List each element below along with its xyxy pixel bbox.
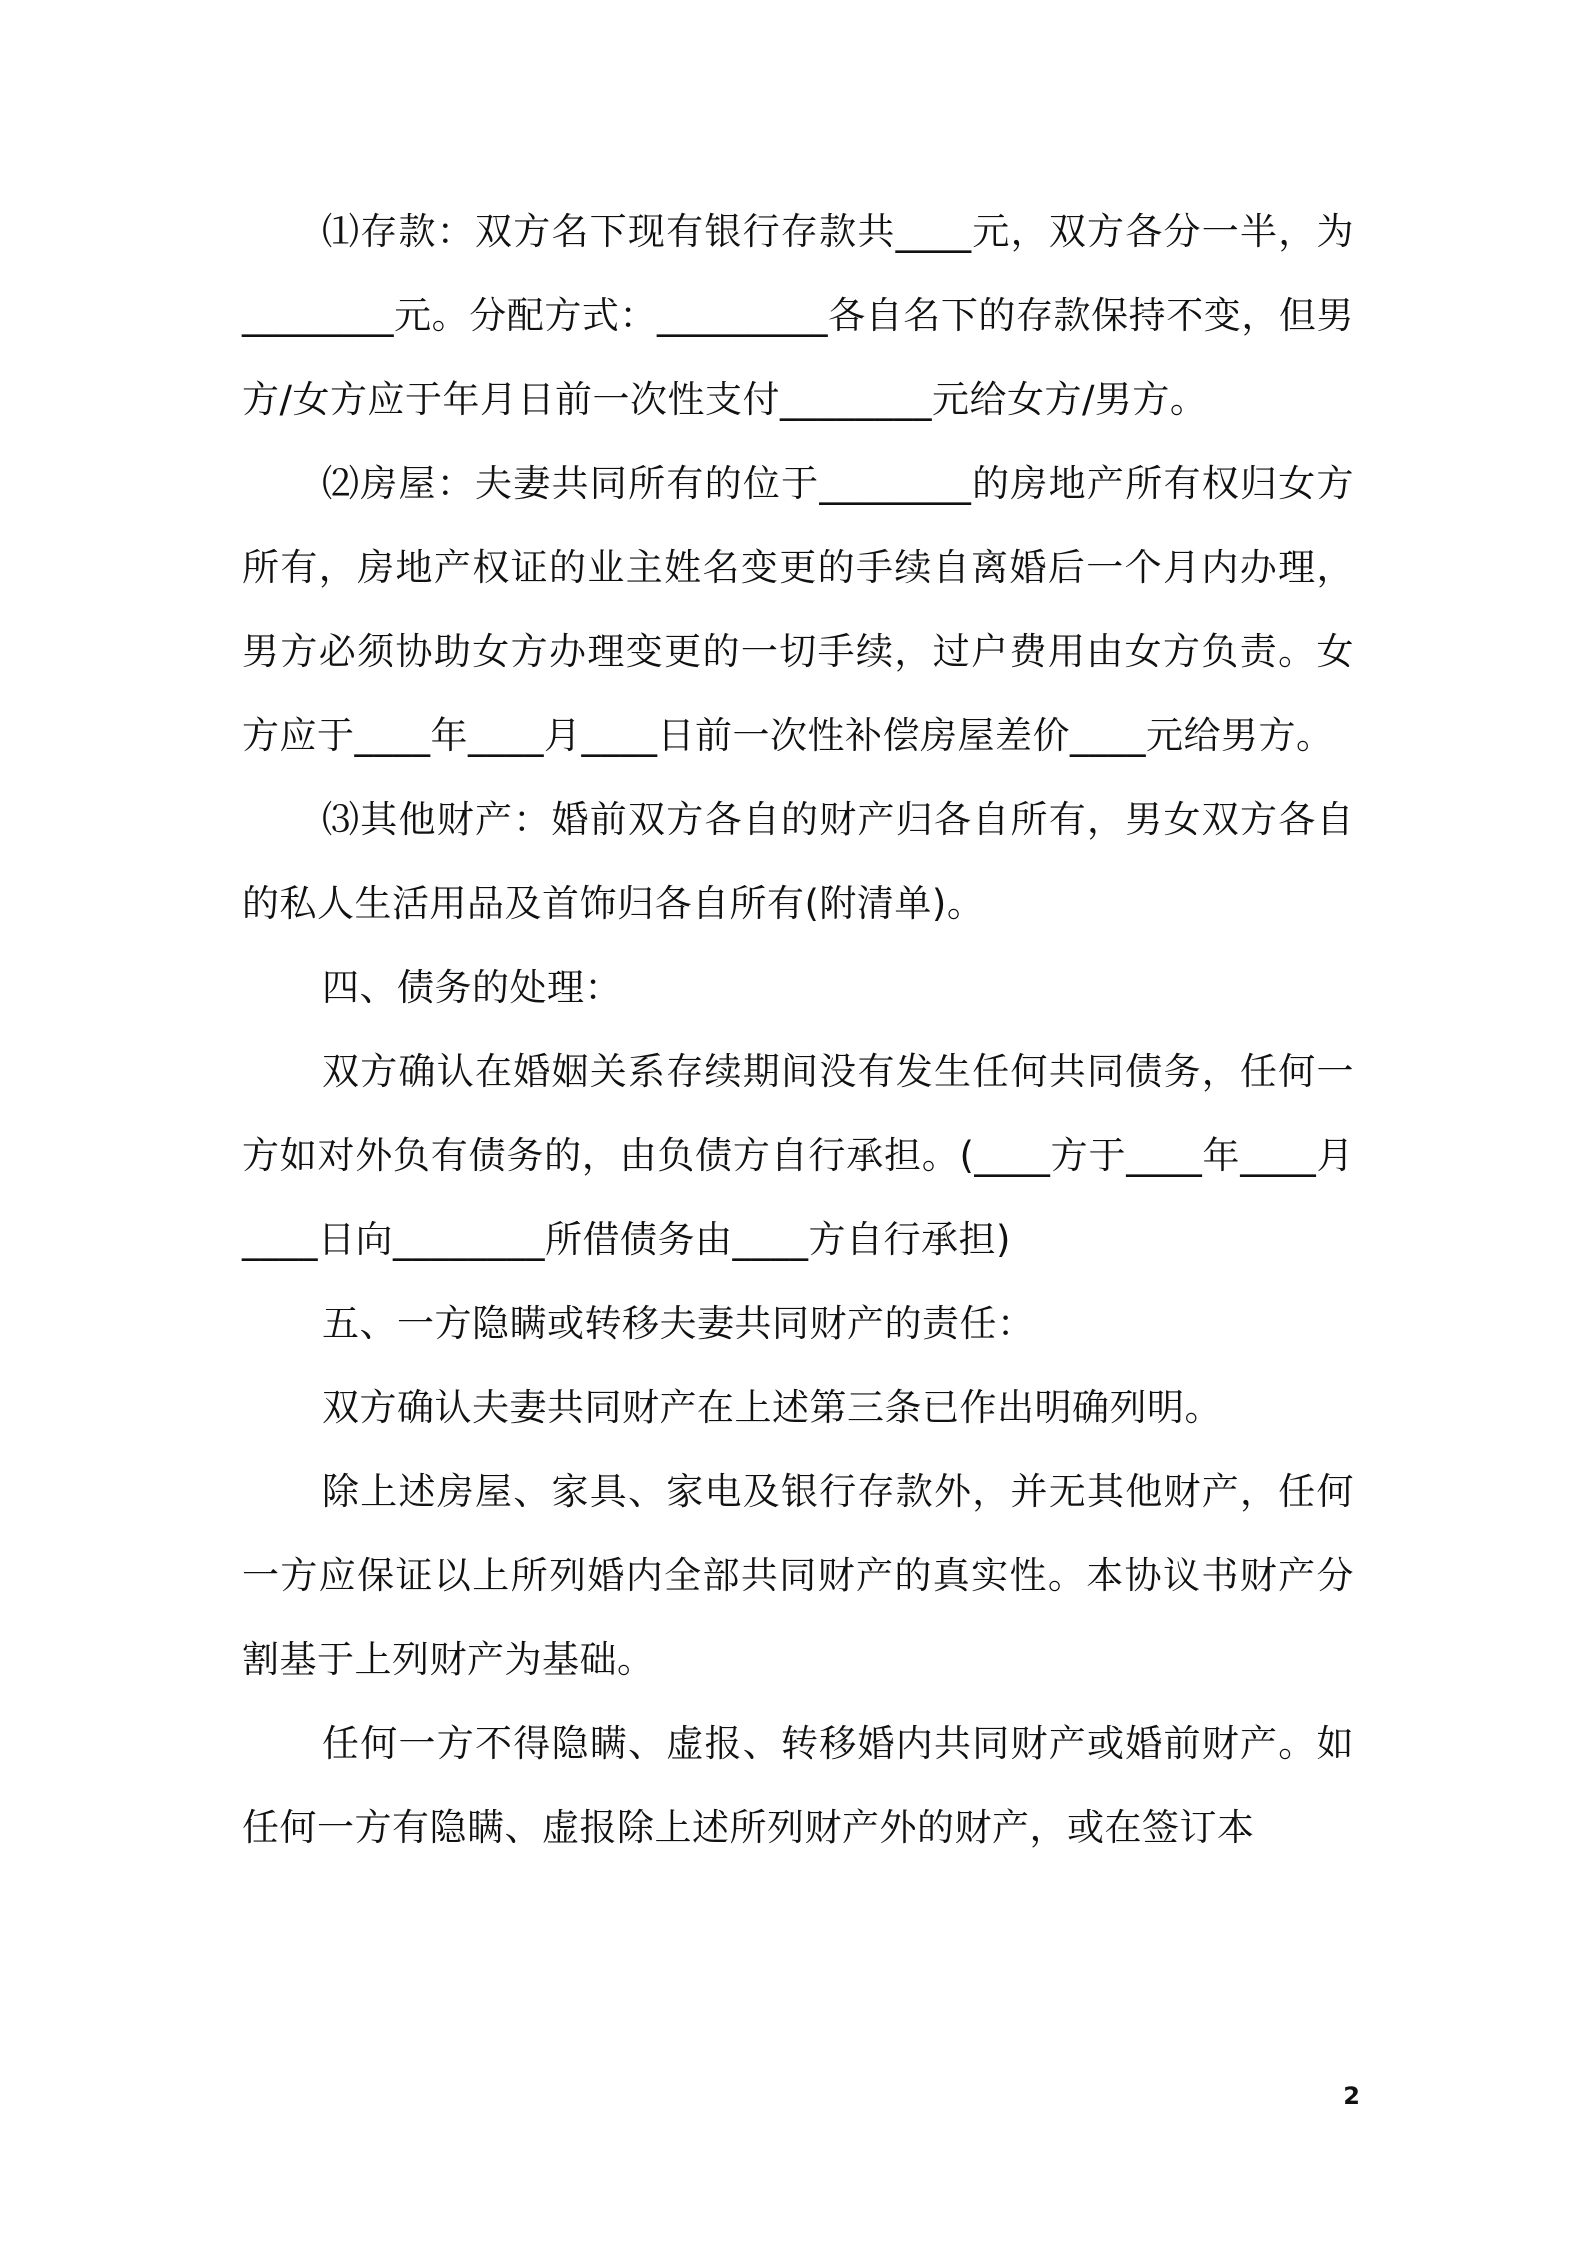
- page-number: 2: [1343, 2082, 1360, 2110]
- paragraph-debt: 双方确认在婚姻关系存续期间没有发生任何共同债务，任何一方如对外负有债务的，由负债方自行承担。(____方于____年____月____日向________所借债务由____方自行承担): [242, 1050, 1354, 1261]
- paragraph-house: ⑵房屋：夫妻共同所有的位于________的房地产所有权归女方所有，房地产权证的业主姓名变更的手续自离婚后一个月内办理，男方必须协助女方办理变更的一切手续，过户费用由女方负责。女方应于____年____月____日前一次性补偿房屋差价____元给男方。: [242, 462, 1354, 757]
- section-heading-debt: 四、债务的处理：: [322, 966, 622, 1009]
- paragraph-no-other-property: 除上述房屋、家具、家电及银行存款外，并无其他财产，任何一方应保证以上所列婚内全部共同财产的真实性。本协议书财产分割基于上列财产为基础。: [242, 1470, 1354, 1681]
- paragraph-confirmation: 双方确认夫妻共同财产在上述第三条已作出明确列明。: [322, 1386, 1222, 1429]
- paragraph-other-property: ⑶其他财产：婚前双方各自的财产归各自所有，男女双方各自的私人生活用品及首饰归各自所有(附清单)。: [242, 798, 1354, 925]
- paragraph-no-concealment: 任何一方不得隐瞒、虚报、转移婚内共同财产或婚前财产。如任何一方有隐瞒、虚报除上述所列财产外的财产，或在签订本: [242, 1722, 1354, 1849]
- section-heading-concealment: 五、一方隐瞒或转移夫妻共同财产的责任：: [322, 1302, 1035, 1345]
- document-body: [242, 190, 1354, 1870]
- paragraph-deposit: ⑴存款：双方名下现有银行存款共____元，双方各分一半，为________元。分配方式：_________各自名下的存款保持不变，但男方/女方应于年月日前一次性支付________元给女方/男方。: [242, 210, 1354, 421]
